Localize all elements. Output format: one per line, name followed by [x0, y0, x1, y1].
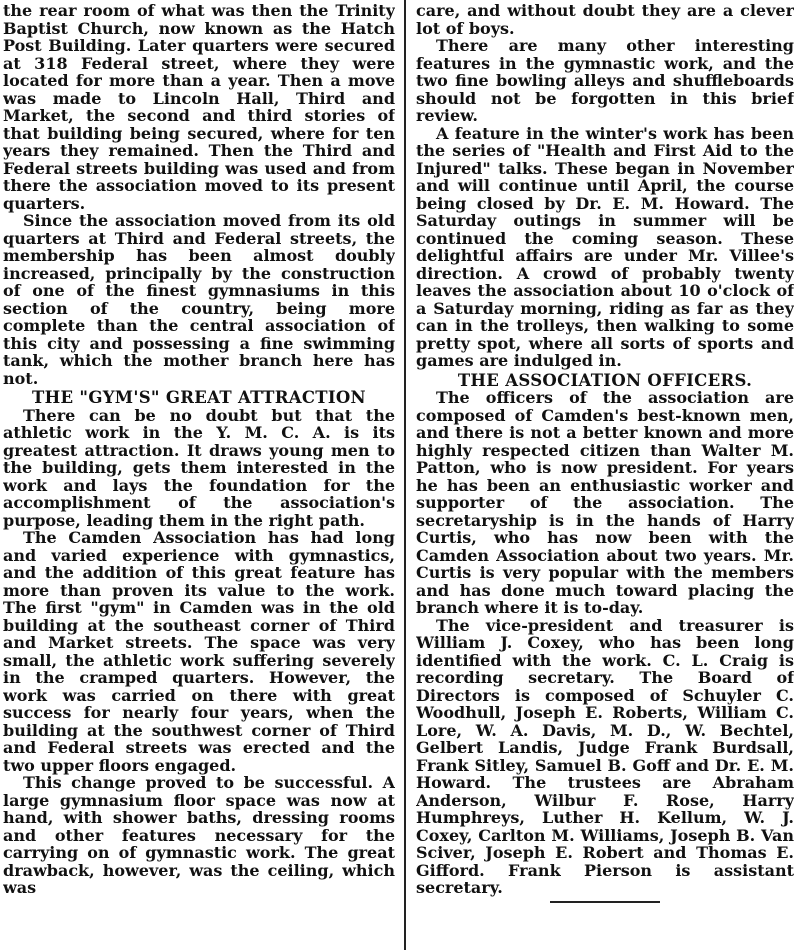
left-paragraph-3: There can be no doubt but that the athletic work in the Y. M. C. A. is its greatest attraction. It draws young men to the building, gets them interested in the work and lays the foundation for the accomplishment of the association's purpose, leading them in the right path.	[3, 405, 395, 530]
column-rule	[404, 0, 406, 950]
left-paragraph-1: the rear room of what was then the Trinity Baptist Church, now known as the Hatch Post Building. Later quarters were secured at 318 Federal street, where they were located for more than a year. Then a move was made to Lincoln Hall, Third and Market, the second and third stories of that building being secured, where for ten years they remained. Then the Third and Federal streets building was used and from there the association moved to its present quarters.	[3, 2, 395, 213]
left-column	[3, 2, 395, 897]
right-paragraph-5: The vice-president and treasurer is William J. Coxey, who has been long identified with the work. C. L. Craig is recording secretary. The Board of Directors is composed of Schuyler C. Woodhull, Joseph E. Roberts, William C. Lore, W. A. Davis, M. D., W. Bechtel, Gelbert Landis, Judge Frank Burdsall, Frank Sitley, Samuel B. Goff and Dr. E. M. Howard. The trustees are Abraham Anderson, Wilbur F. Rose, Harry Humphreys, Luther H. Kellum, W. J. Coxey, Carlton M. Williams, Joseph B. Van Sciver, Joseph E. Robert and Thomas E. Gifford. Frank Pierson is assistant secretary.	[416, 615, 794, 897]
gym-attraction-heading: THE "GYM'S" GREAT ATTRACTION	[32, 388, 366, 407]
association-officers-heading: THE ASSOCIATION OFFICERS.	[457, 370, 753, 390]
right-paragraph-2: There are many other interesting features in the gymnastic work, and the two fine bowling alleys and shuffleboards should not be forgotten in this brief review.	[416, 36, 794, 125]
left-paragraph-2: Since the association moved from its old quarters at Third and Federal streets, the membership has been almost doubly increased, principally by the construction of one of the finest gymnasiums in this section of the country, being more complete than the central association of this city and possessing a fine swimming tank, which the mother branch here has not.	[3, 211, 395, 388]
left-paragraph-4: The Camden Association has had long and varied experience with gymnastics, and the addition of this great feature has more than proven its value to the work. The first "gym" in Camden was in the old building at the southeast corner of Third and Market streets. The space was very small, the athletic work suffering severely in the cramped quarters. However, the work was carried on there with great success for nearly four years, when the building at the southwest corner of Third and Federal streets was erected and the two upper floors engaged.	[3, 528, 395, 775]
right-column	[416, 2, 794, 903]
end-rule	[550, 901, 660, 903]
left-paragraph-5: This change proved to be successful. A large gymnasium floor space was now at hand, with shower baths, dressing rooms and other features necessary for the carrying on of gymnastic work. The great drawback, however, was the ceiling, which was	[3, 773, 395, 897]
right-paragraph-1: care, and without doubt they are a clever lot of boys.	[416, 2, 794, 38]
right-paragraph-3: A feature in the winter's work has been the series of "Health and First Aid to the Injured" talks. These began in November and will continue until April, the course being closed by Dr. E. M. Howard. The Saturday outings in summer will be continued the coming season. These delightful affairs are under Mr. Villee's direction. A crowd of probably twenty leaves the association about 10 o'clock of a Saturday morning, riding as far as they can in the trolleys, then walking to some pretty spot, where all sorts of sports and games are indulged in.	[416, 123, 794, 370]
right-paragraph-4: The officers of the association are composed of Camden's best-known men, and there is not a better known and more highly respected citizen than Walter M. Patton, who is now president. For years he has been an enthusiastic worker and supporter of the association. The secretaryship is in the hands of Harry Curtis, who has now been with the Camden Association about two years. Mr. Curtis is very popular with the members and has done much toward placing the branch where it is to-day.	[416, 388, 794, 617]
